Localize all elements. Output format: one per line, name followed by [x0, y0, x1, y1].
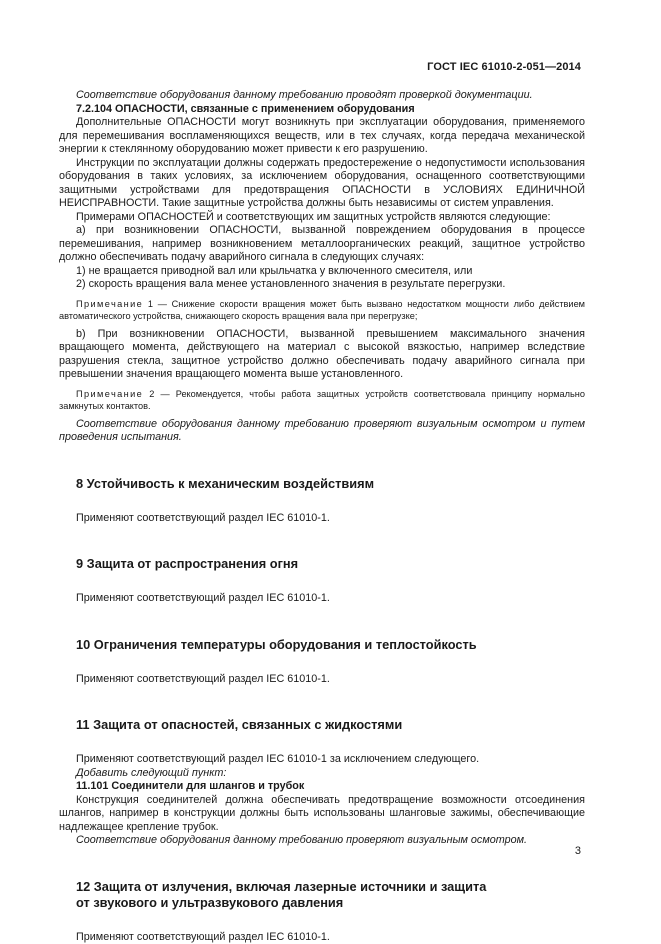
section-10-heading: 10 Ограничения температуры оборудования и теплостойкость — [59, 637, 585, 653]
list-item-b: b) При возникновении ОПАСНОСТИ, вызванной превышением максимального значения вращающего момента, действующего на материал с высокой вязкостью, например вследствие разрушения стекла, защитное устройство должно обеспечивать подачу аварийного сигнала при превышении значения вращающего момента выше установленного. — [59, 328, 585, 382]
clause-paragraph-2: Инструкции по эксплуатации должны содержать предостережение о недопустимости использования оборудования в таких условиях, за исключением оборудования, оснащенного соответствующими защитными устройствами для предотвращения ОПАСНОСТИ в УСЛОВИЯХ ЕДИНИЧНОЙ НЕИСПРАВНОСТИ. Такие защитные устройства должны быть независимы от систем управления. — [59, 157, 585, 211]
section-9-heading: 9 Защита от распространения огня — [59, 556, 585, 572]
section-11-add-clause: Добавить следующий пункт: — [59, 767, 585, 781]
section-12-body: Применяют соответствующий раздел IEC 61010-1. — [59, 931, 585, 944]
note-2-text: 2 — Рекомендуется, чтобы работа защитных устройств соответствовала принципу нормально замкнутых контактов. — [59, 389, 585, 411]
note-1-text: 1 — Снижение скорости вращения может быть вызвано недостатком мощности либо действием автоматического устройства, снижающего скорость вращения вала при перегрузке; — [59, 299, 585, 321]
note-2 — [59, 388, 585, 412]
section-8-body: Применяют соответствующий раздел IEC 61010-1. — [59, 512, 585, 526]
section-12-heading-line-1: 12 Защита от излучения, включая лазерные источники и защита — [59, 879, 585, 895]
clause-paragraph-1: Дополнительные ОПАСНОСТИ могут возникнуть при эксплуатации оборудования, применяемого для перемешивания воспламеняющихся веществ, или в тех случаях, когда передача механической энергии к стеклянному оборудованию может привести к его разрушению. — [59, 116, 585, 157]
list-item-a: а) при возникновении ОПАСНОСТИ, вызванной повреждением оборудования в процессе перемешивания, например возникновением металлоорганических реакций, защитное устройство должно обеспечивать подачу аварийного сигнала в следующих случаях: — [59, 224, 585, 265]
compliance-visual-test-text: Соответствие оборудования данному требованию проверяют визуальным осмотром и путем проведения испытания. — [59, 418, 585, 445]
note-2-label: Примечание — [76, 389, 143, 399]
list-item-a2: 2) скорость вращения вала менее установленного значения в результате перегрузки. — [59, 278, 585, 292]
note-1 — [59, 298, 585, 322]
clause-11-101-heading: 11.101 Соединители для шлангов и трубок — [59, 780, 585, 794]
document-code-header: ГОСТ IEC 61010-2-051—2014 — [427, 61, 581, 73]
section-9-body: Применяют соответствующий раздел IEC 61010-1. — [59, 592, 585, 606]
clause-paragraph-3: Примерами ОПАСНОСТЕЙ и соответствующих им защитных устройств являются следующие: — [59, 211, 585, 225]
clause-11-101-compliance: Соответствие оборудования данному требованию проверяют визуальным осмотром. — [59, 834, 585, 848]
note-1-label: Примечание — [76, 299, 143, 309]
section-12-heading-line-2: от звукового и ультразвукового давления — [59, 895, 585, 911]
page-content — [59, 89, 585, 944]
list-item-a1: 1) не вращается приводной вал или крыльчатка у включенного смесителя, или — [59, 265, 585, 279]
section-8-heading: 8 Устойчивость к механическим воздействиям — [59, 476, 585, 492]
clause-7-2-104-heading: 7.2.104 ОПАСНОСТИ, связанные с применением оборудования — [59, 103, 585, 117]
section-10-body: Применяют соответствующий раздел IEC 61010-1. — [59, 673, 585, 687]
clause-11-101-body: Конструкция соединителей должна обеспечивать предотвращение возможности отсоединения шлангов, например в конструкции должны быть использованы шланговые зажимы, обеспечивающие надлежащее крепление трубок. — [59, 794, 585, 835]
compliance-documentation-text: Соответствие оборудования данному требованию проводят проверкой документации. — [59, 89, 585, 103]
page-number: 3 — [575, 845, 581, 857]
section-11-body: Применяют соответствующий раздел IEC 61010-1 за исключением следующего. — [59, 753, 585, 767]
section-11-heading: 11 Защита от опасностей, связанных с жидкостями — [59, 717, 585, 733]
